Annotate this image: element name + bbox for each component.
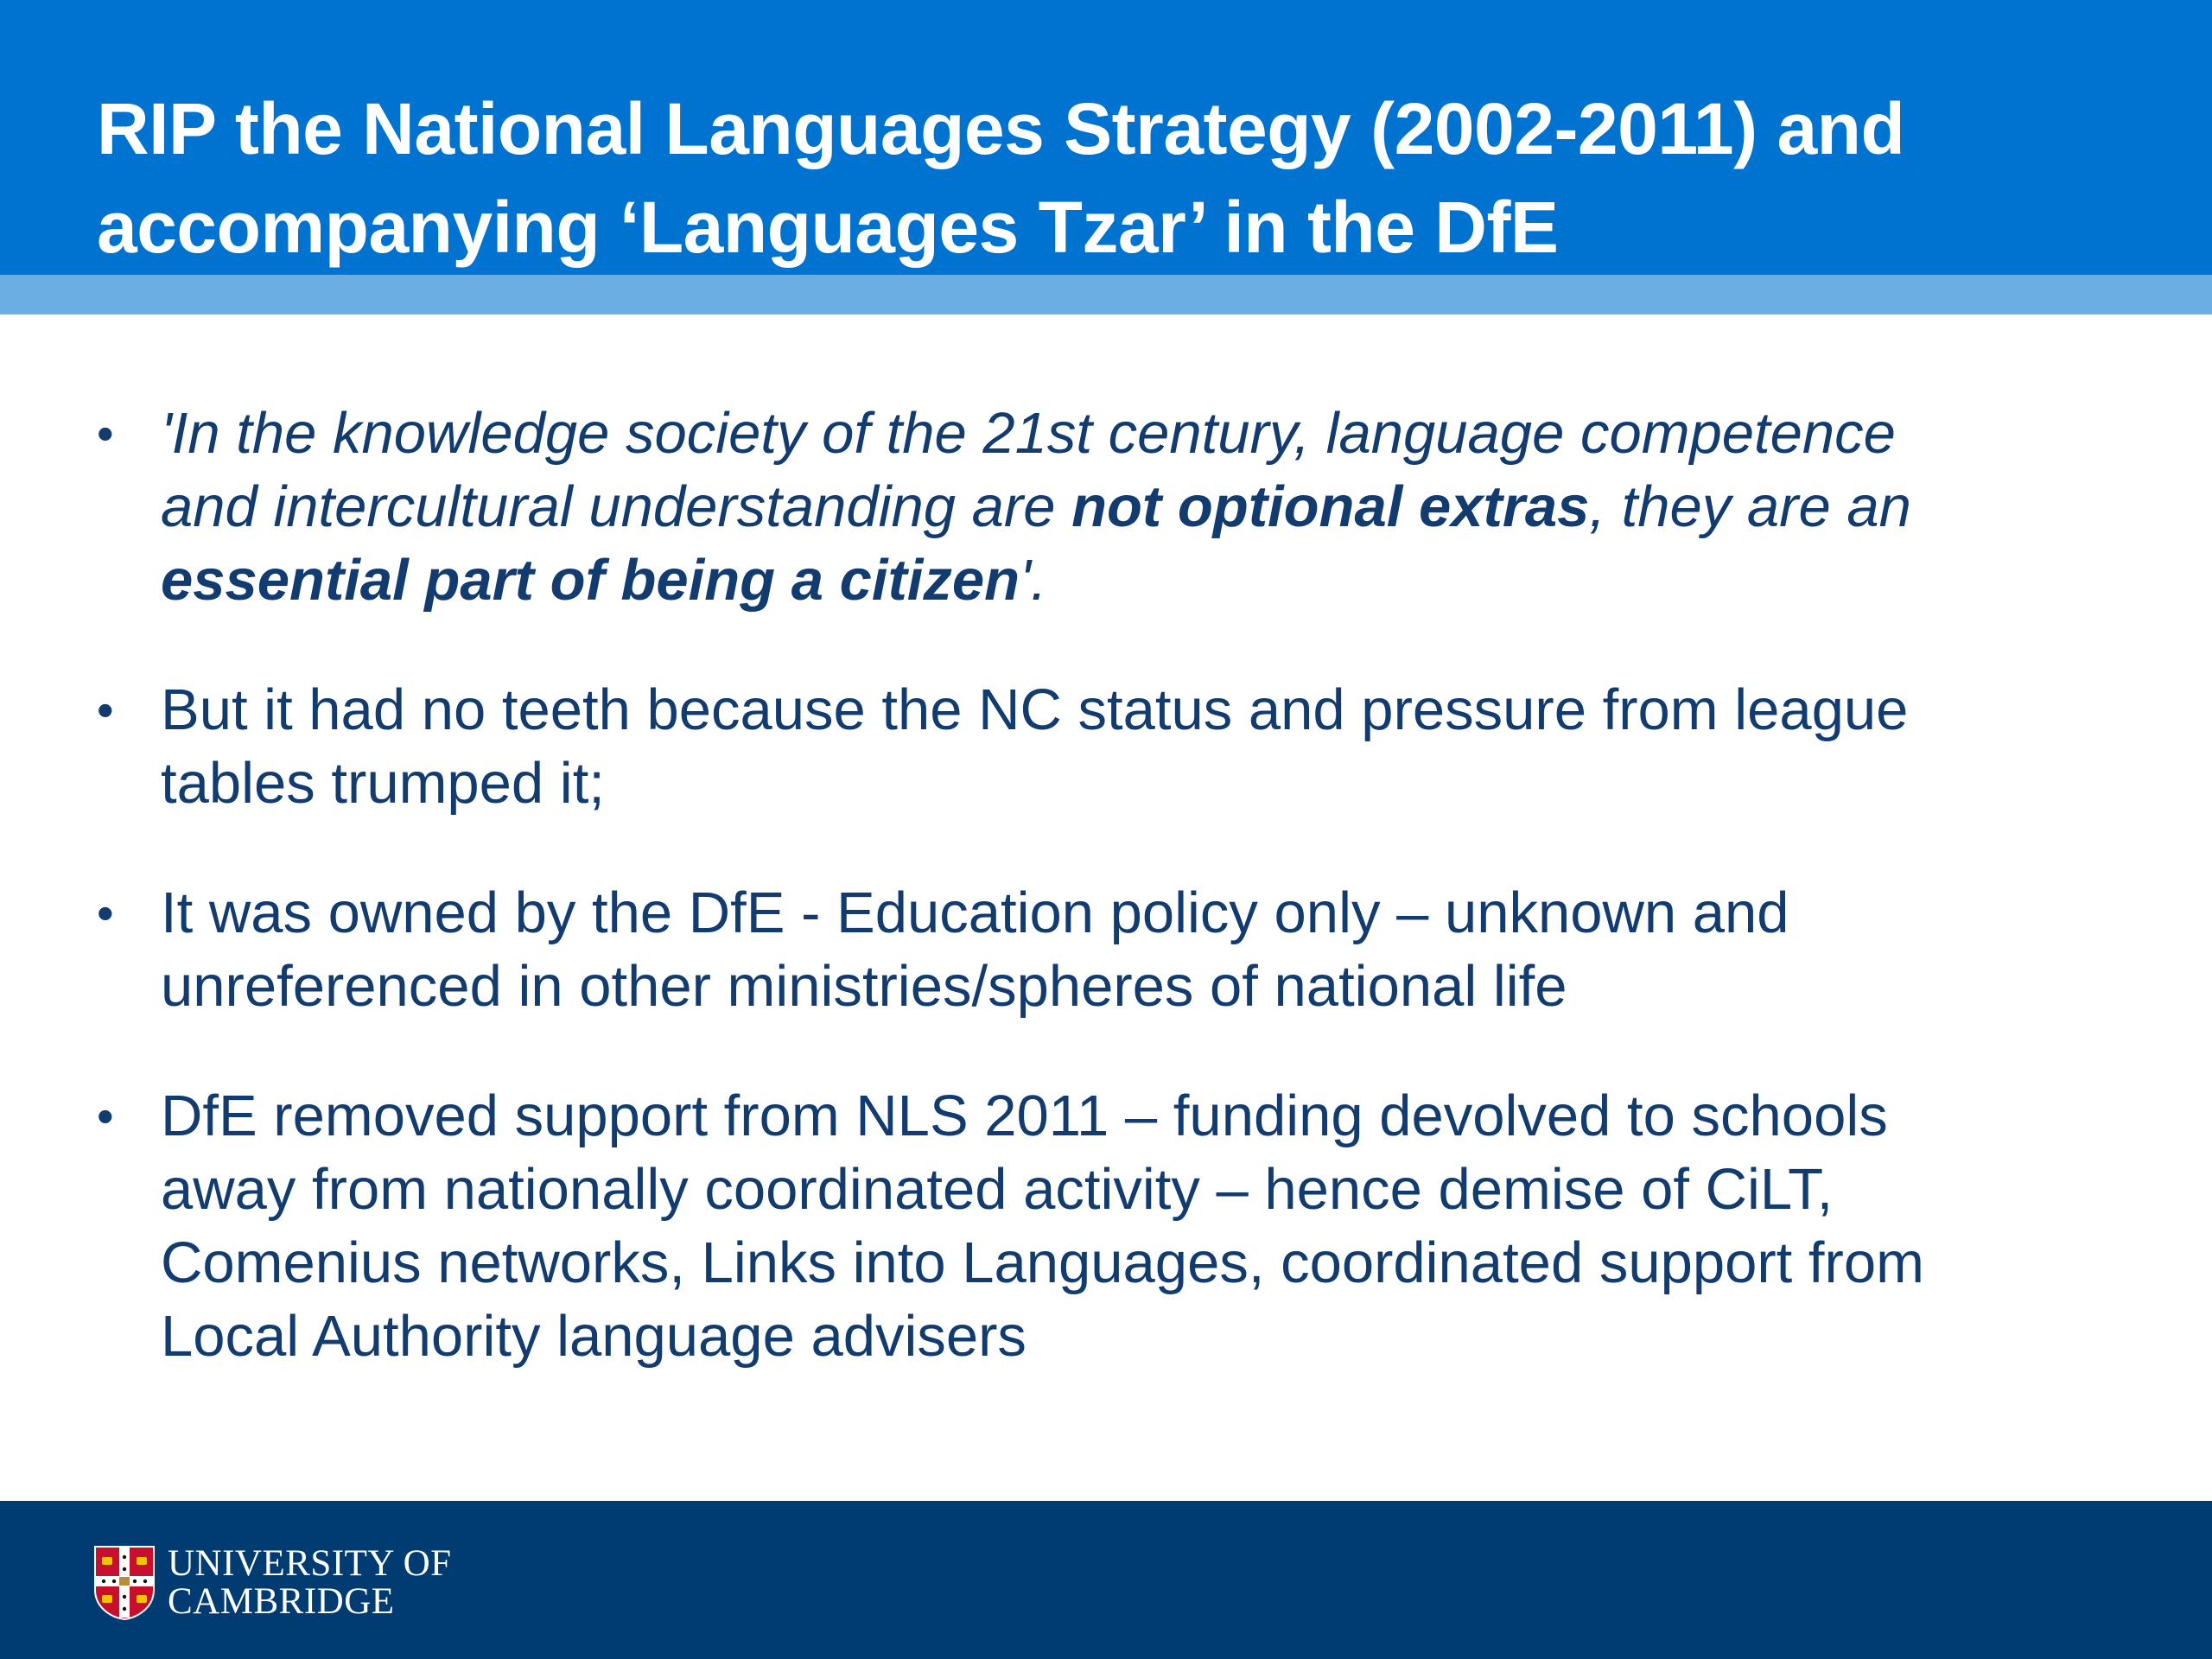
university-crest-icon [93,1545,156,1621]
quote-emphasis: not optional extras [1071,474,1590,539]
quote-line-1: 'In the knowledge society of the 21st century, language competence [161,401,1896,466]
bullet-text [161,673,2084,820]
bullet-line: tables trumped it; [161,751,605,816]
bullet-marker: • [97,406,114,461]
bullet-line: unreferenced in other ministries/spheres of national life [161,954,1567,1019]
slide-title-line-1: RIP the National Languages Strategy (2002-2011) and [97,88,1905,169]
bullet-text [161,397,2084,617]
wordmark-line-2: CAMBRIDGE [168,1581,395,1622]
slide-title [97,79,2171,276]
bullet-item-support-removed [97,1079,2084,1373]
bullet-marker: • [97,886,114,940]
bullet-marker: • [97,1089,114,1143]
bullet-marker: • [97,683,114,737]
bullet-item-no-teeth [97,673,2084,820]
wordmark-line-1: UNIVERSITY OF [168,1543,452,1584]
bullet-line: But it had no teeth because the NC status and pressure from league [161,677,1909,742]
bullet-text [161,1079,2084,1373]
quote-line-3 [161,543,2084,617]
university-logo [93,1543,452,1623]
bullet-item-quote [97,397,2084,617]
quote-text: '. [1020,548,1047,613]
quote-emphasis: essential part of being a citizen [161,548,1020,613]
bullet-line: It was owned by the DfE - Education policy only – unknown and [161,880,1789,945]
bullet-text [161,876,2084,1023]
bullet-line: away from nationally coordinated activity – hence demise of CiLT, [161,1157,1834,1222]
slide-title-line-2: accompanying ‘Languages Tzar’ in the DfE [97,187,1559,268]
quote-text: and intercultural understanding are [161,474,1072,539]
bullet-line: DfE removed support from NLS 2011 – funding devolved to schools [161,1084,1888,1148]
title-bar-accent-strip [0,275,2212,315]
bullet-line: Comenius networks, Links into Languages, coordinated support from [161,1230,1924,1295]
bullet-item-owned-by-dfe [97,876,2084,1023]
quote-text: , they are an [1589,474,1911,539]
quote-line-2 [161,470,2084,543]
university-wordmark [168,1545,452,1621]
bullet-line: Local Authority language advisers [161,1304,1027,1369]
